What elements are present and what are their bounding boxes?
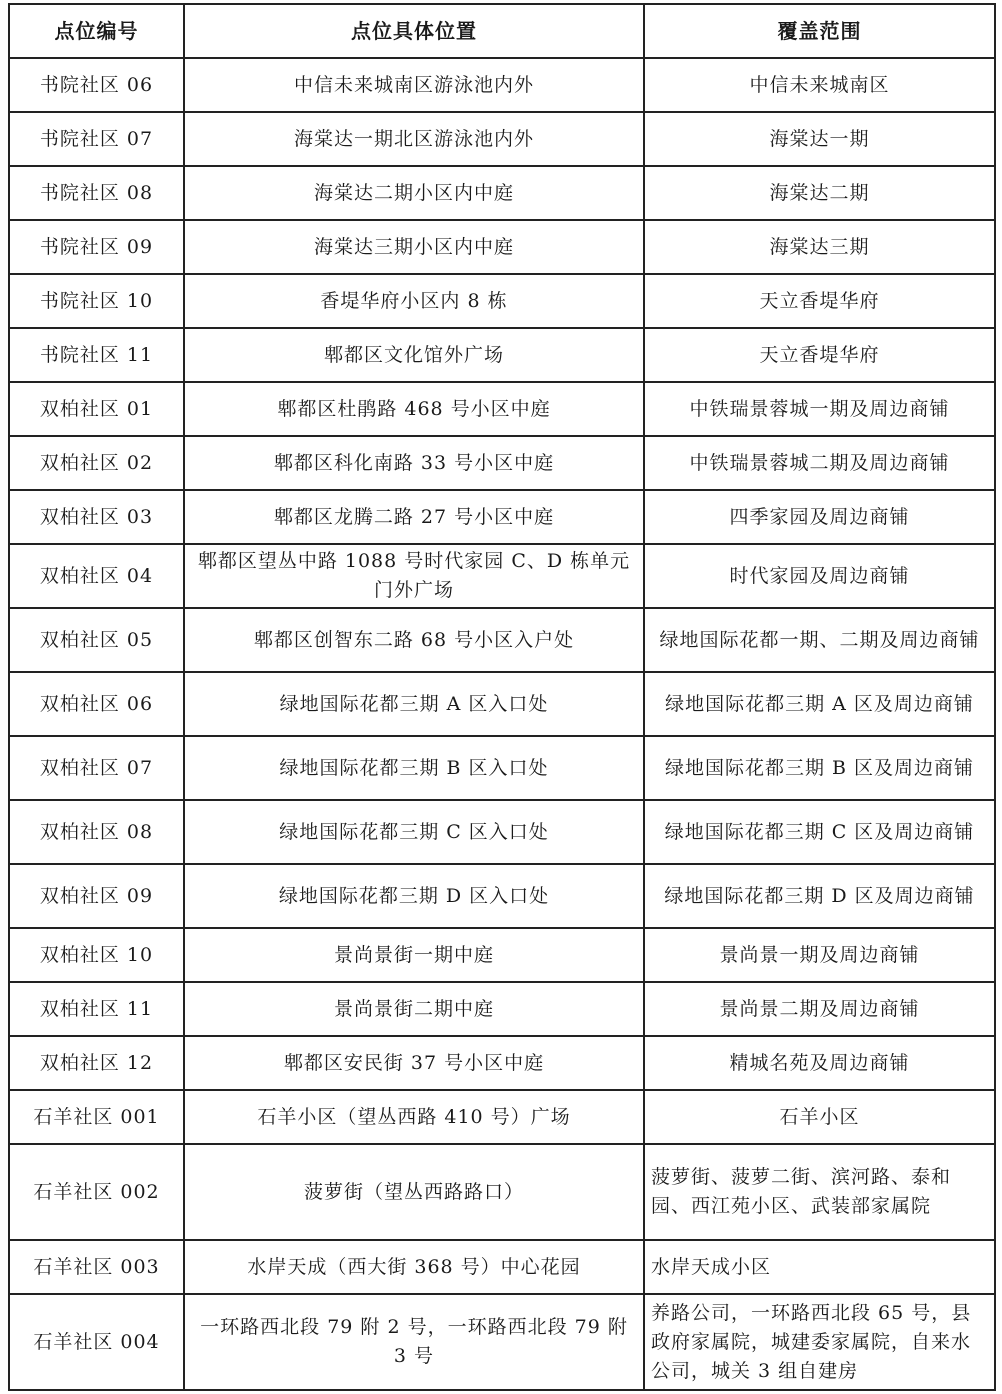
cell-coverage: 绿地国际花都三期 D 区及周边商铺 bbox=[644, 864, 995, 928]
cell-point-id: 书院社区 10 bbox=[9, 274, 184, 328]
cell-point-id: 石羊社区 003 bbox=[9, 1240, 184, 1294]
cell-location: 郫都区文化馆外广场 bbox=[184, 328, 644, 382]
cell-point-id: 双柏社区 05 bbox=[9, 608, 184, 672]
cell-location: 海棠达一期北区游泳池内外 bbox=[184, 112, 644, 166]
table-row bbox=[9, 1090, 995, 1144]
table-row bbox=[9, 736, 995, 800]
table-row bbox=[9, 1036, 995, 1090]
cell-coverage: 海棠达一期 bbox=[644, 112, 995, 166]
cell-point-id: 双柏社区 08 bbox=[9, 800, 184, 864]
table-row bbox=[9, 982, 995, 1036]
cell-point-id: 书院社区 07 bbox=[9, 112, 184, 166]
table-row bbox=[9, 928, 995, 982]
cell-coverage: 海棠达三期 bbox=[644, 220, 995, 274]
cell-coverage: 四季家园及周边商铺 bbox=[644, 490, 995, 544]
cell-location: 绿地国际花都三期 B 区入口处 bbox=[184, 736, 644, 800]
cell-location: 香堤华府小区内 8 栋 bbox=[184, 274, 644, 328]
cell-location: 绿地国际花都三期 A 区入口处 bbox=[184, 672, 644, 736]
points-table bbox=[8, 3, 996, 1391]
cell-location: 绿地国际花都三期 D 区入口处 bbox=[184, 864, 644, 928]
cell-location: 石羊小区（望丛西路 410 号）广场 bbox=[184, 1090, 644, 1144]
cell-location: 景尚景街一期中庭 bbox=[184, 928, 644, 982]
cell-coverage: 石羊小区 bbox=[644, 1090, 995, 1144]
cell-point-id: 石羊社区 004 bbox=[9, 1294, 184, 1390]
header-coverage: 覆盖范围 bbox=[644, 4, 995, 58]
table-row bbox=[9, 436, 995, 490]
cell-coverage: 中铁瑞景蓉城二期及周边商铺 bbox=[644, 436, 995, 490]
header-point-id: 点位编号 bbox=[9, 4, 184, 58]
table-row bbox=[9, 328, 995, 382]
cell-coverage: 中信未来城南区 bbox=[644, 58, 995, 112]
cell-point-id: 双柏社区 03 bbox=[9, 490, 184, 544]
table-row bbox=[9, 112, 995, 166]
cell-coverage: 精城名苑及周边商铺 bbox=[644, 1036, 995, 1090]
table-row bbox=[9, 672, 995, 736]
cell-location: 海棠达三期小区内中庭 bbox=[184, 220, 644, 274]
points-table-wrapper bbox=[8, 3, 996, 1391]
cell-coverage: 绿地国际花都一期、二期及周边商铺 bbox=[644, 608, 995, 672]
cell-coverage: 天立香堤华府 bbox=[644, 274, 995, 328]
table-row bbox=[9, 1144, 995, 1240]
cell-point-id: 石羊社区 002 bbox=[9, 1144, 184, 1240]
table-row bbox=[9, 608, 995, 672]
header-location: 点位具体位置 bbox=[184, 4, 644, 58]
cell-coverage: 时代家园及周边商铺 bbox=[644, 544, 995, 608]
cell-coverage: 菠萝街、菠萝二街、滨河路、泰和园、西江苑小区、武装部家属院 bbox=[644, 1144, 995, 1240]
cell-point-id: 双柏社区 09 bbox=[9, 864, 184, 928]
cell-point-id: 双柏社区 10 bbox=[9, 928, 184, 982]
cell-location: 郫都区创智东二路 68 号小区入户处 bbox=[184, 608, 644, 672]
table-header-row bbox=[9, 4, 995, 58]
cell-location: 郫都区龙腾二路 27 号小区中庭 bbox=[184, 490, 644, 544]
cell-coverage: 景尚景二期及周边商铺 bbox=[644, 982, 995, 1036]
cell-location: 绿地国际花都三期 C 区入口处 bbox=[184, 800, 644, 864]
cell-location: 菠萝街（望丛西路路口） bbox=[184, 1144, 644, 1240]
cell-coverage: 景尚景一期及周边商铺 bbox=[644, 928, 995, 982]
cell-point-id: 书院社区 06 bbox=[9, 58, 184, 112]
table-row bbox=[9, 490, 995, 544]
cell-coverage: 绿地国际花都三期 A 区及周边商铺 bbox=[644, 672, 995, 736]
cell-coverage: 水岸天成小区 bbox=[644, 1240, 995, 1294]
table-row bbox=[9, 220, 995, 274]
cell-point-id: 双柏社区 12 bbox=[9, 1036, 184, 1090]
cell-location: 景尚景街二期中庭 bbox=[184, 982, 644, 1036]
cell-point-id: 书院社区 11 bbox=[9, 328, 184, 382]
table-row bbox=[9, 382, 995, 436]
table-row bbox=[9, 1294, 995, 1390]
cell-point-id: 书院社区 09 bbox=[9, 220, 184, 274]
cell-location: 水岸天成（西大街 368 号）中心花园 bbox=[184, 1240, 644, 1294]
cell-point-id: 双柏社区 04 bbox=[9, 544, 184, 608]
cell-point-id: 双柏社区 06 bbox=[9, 672, 184, 736]
cell-coverage: 天立香堤华府 bbox=[644, 328, 995, 382]
cell-coverage: 绿地国际花都三期 B 区及周边商铺 bbox=[644, 736, 995, 800]
cell-location: 一环路西北段 79 附 2 号，一环路西北段 79 附 3 号 bbox=[184, 1294, 644, 1390]
cell-location: 中信未来城南区游泳池内外 bbox=[184, 58, 644, 112]
cell-coverage: 养路公司，一环路西北段 65 号，县政府家属院，城建委家属院，自来水公司，城关 3 组自建房 bbox=[644, 1294, 995, 1390]
table-row bbox=[9, 544, 995, 608]
cell-location: 郫都区望丛中路 1088 号时代家园 C、D 栋单元门外广场 bbox=[184, 544, 644, 608]
cell-location: 郫都区安民街 37 号小区中庭 bbox=[184, 1036, 644, 1090]
cell-point-id: 双柏社区 02 bbox=[9, 436, 184, 490]
table-row bbox=[9, 1240, 995, 1294]
cell-point-id: 书院社区 08 bbox=[9, 166, 184, 220]
cell-location: 海棠达二期小区内中庭 bbox=[184, 166, 644, 220]
cell-coverage: 绿地国际花都三期 C 区及周边商铺 bbox=[644, 800, 995, 864]
cell-point-id: 双柏社区 07 bbox=[9, 736, 184, 800]
table-row bbox=[9, 274, 995, 328]
cell-point-id: 石羊社区 001 bbox=[9, 1090, 184, 1144]
cell-point-id: 双柏社区 11 bbox=[9, 982, 184, 1036]
table-row bbox=[9, 864, 995, 928]
cell-coverage: 中铁瑞景蓉城一期及周边商铺 bbox=[644, 382, 995, 436]
table-row bbox=[9, 166, 995, 220]
table-row bbox=[9, 800, 995, 864]
cell-location: 郫都区科化南路 33 号小区中庭 bbox=[184, 436, 644, 490]
cell-coverage: 海棠达二期 bbox=[644, 166, 995, 220]
table-row bbox=[9, 58, 995, 112]
cell-location: 郫都区杜鹃路 468 号小区中庭 bbox=[184, 382, 644, 436]
cell-point-id: 双柏社区 01 bbox=[9, 382, 184, 436]
